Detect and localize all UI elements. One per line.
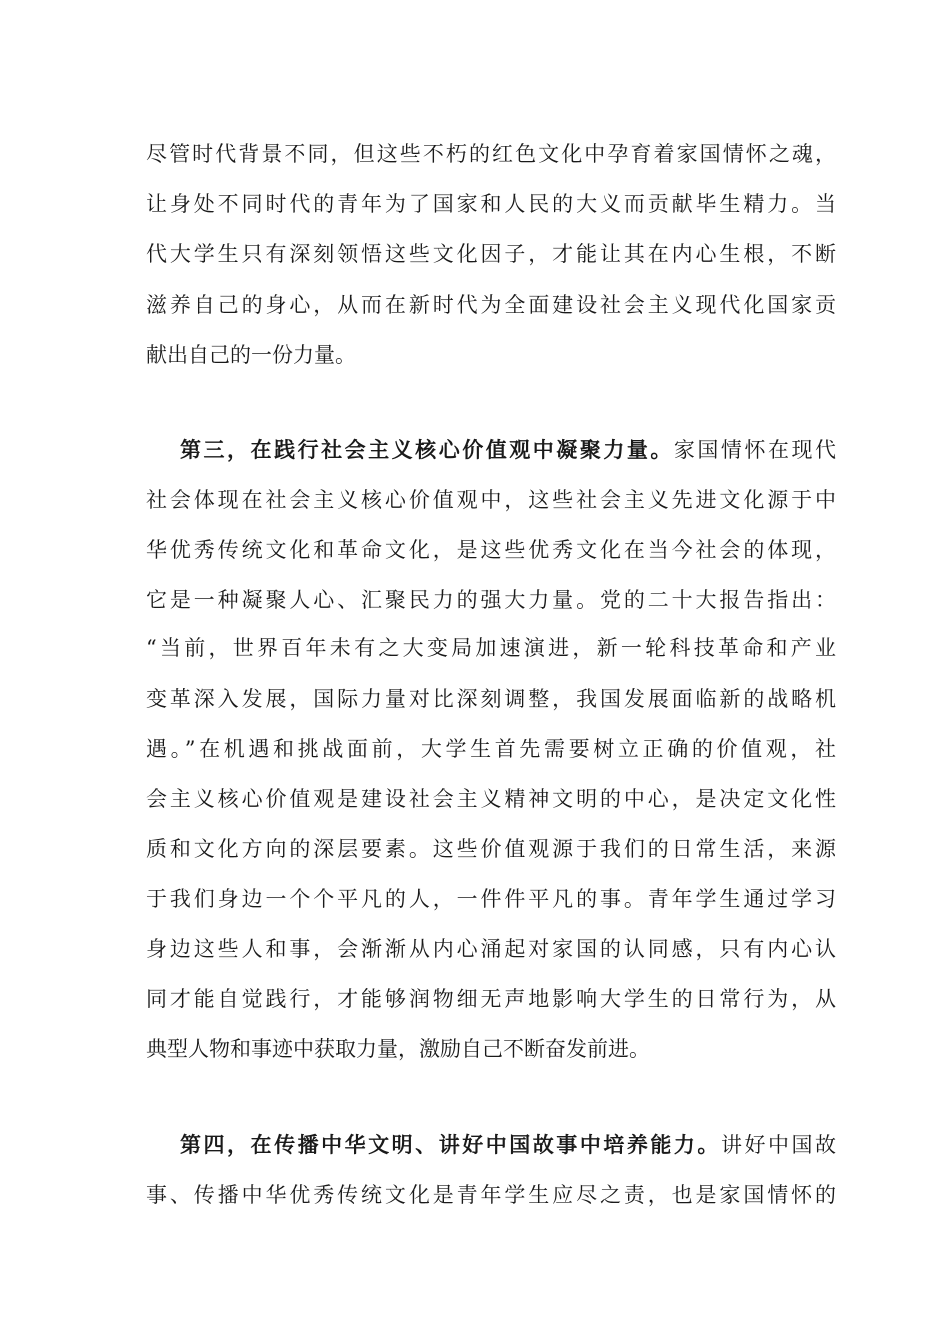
paragraph-1-line-2: 让身处不同时代的青年为了国家和人民的大义而贡献毕生精力。当 (146, 192, 836, 216)
paragraph-2-line-7: 遇。”在机遇和挑战面前，大学生首先需要树立正确的价值观，社 (146, 737, 836, 761)
paragraph-2-line-6: 变革深入发展，国际力量对比深刻调整，我国发展面临新的战略机 (146, 687, 836, 711)
paragraph-2-line-12: 同才能自觉践行，才能够润物细无声地影响大学生的日常行为，从 (146, 987, 836, 1011)
paragraph-2-line-8: 会主义核心价值观是建设社会主义精神文明的中心，是决定文化性 (146, 787, 836, 811)
paragraph-1-line-5: 献出自己的一份力量。 (146, 343, 356, 367)
paragraph-3-line-2: 事、传播中华优秀传统文化是青年学生应尽之责，也是家国情怀的 (146, 1183, 836, 1207)
paragraph-2-line-11: 身边这些人和事，会渐渐从内心涌起对家国的认同感，只有内心认 (146, 937, 836, 961)
paragraph-2-line-2: 社会体现在社会主义核心价值观中，这些社会主义先进文化源于中 (146, 488, 836, 512)
paragraph-2-line-3: 华优秀传统文化和革命文化，是这些优秀文化在当今社会的体现， (146, 538, 836, 562)
paragraph-1-line-1: 尽管时代背景不同，但这些不朽的红色文化中孕育着家国情怀之魂， (146, 142, 836, 166)
paragraph-2-line-9: 质和文化方向的深层要素。这些价值观源于我们的日常生活，来源 (146, 837, 836, 861)
paragraph-1-line-3: 代大学生只有深刻领悟这些文化因子，才能让其在内心生根，不断 (146, 242, 836, 266)
paragraph-3-first-line (180, 1127, 836, 1163)
paragraph-2-line-13: 典型人物和事迹中获取力量，激励自己不断奋发前进。 (146, 1037, 650, 1061)
paragraph-3-first-line-rest: 讲好中国故 (720, 1133, 837, 1157)
paragraph-2-first-line-rest: 家国情怀在现代 (673, 438, 837, 462)
paragraph-1-line-4: 滋养自己的身心，从而在新时代为全面建设社会主义现代化国家贡 (146, 293, 836, 317)
paragraph-2-line-10: 于我们身边一个个平凡的人，一件件平凡的事。青年学生通过学习 (146, 887, 836, 911)
paragraph-2-line-5: “当前，世界百年未有之大变局加速演进，新一轮科技革命和产业 (146, 636, 836, 660)
paragraph-2-heading: 第三，在践行社会主义核心价值观中凝聚力量。 (180, 437, 674, 462)
paragraph-2-first-line (180, 432, 836, 468)
paragraph-3-heading: 第四，在传播中华文明、讲好中国故事中培养能力。 (180, 1132, 721, 1157)
paragraph-2-line-4: 它是一种凝聚人心、汇聚民力的强大力量。党的二十大报告指出： (146, 588, 836, 612)
